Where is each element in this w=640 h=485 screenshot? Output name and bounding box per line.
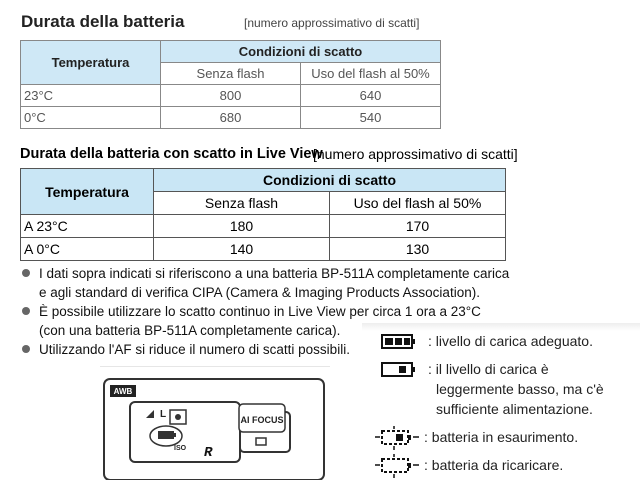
burst-label: R xyxy=(204,445,213,461)
table2-col-flash-50: Uso del flash al 50% xyxy=(330,192,506,215)
table2-cell: 140 xyxy=(154,238,330,261)
ai-focus-label: AI FOCUS xyxy=(240,415,284,425)
iso-label: ISO xyxy=(174,445,187,452)
table1-cell: 680 xyxy=(161,107,301,129)
battery-exhausting-icon xyxy=(374,425,420,451)
battery-empty-icon xyxy=(374,453,420,479)
note-text: I dati sopra indicati si riferiscono a una batteria BP-511A completamente carica xyxy=(39,266,510,281)
lcd-panel-drawing xyxy=(100,366,330,480)
table2-cell: 130 xyxy=(330,238,506,261)
table1-col-flash-50: Uso del flash al 50% xyxy=(301,63,441,85)
lcd-panel-illustration xyxy=(100,366,330,480)
table1-row-temp: 23°C xyxy=(21,85,161,107)
table1-header-conditions: Condizioni di scatto xyxy=(161,41,441,63)
legend-empty: : batteria da ricaricare. xyxy=(424,457,564,473)
table2-note: [numero approssimativo di scatti] xyxy=(313,146,518,162)
table2-cell: 180 xyxy=(154,215,330,238)
table-row xyxy=(21,238,506,261)
table-row xyxy=(21,85,441,107)
table1-row-temp: 0°C xyxy=(21,107,161,129)
table2-row-temp: A 0°C xyxy=(21,238,154,261)
legend-exhausting: : batteria in esaurimento. xyxy=(424,429,579,445)
battery-legend xyxy=(362,323,640,480)
quality-label: L xyxy=(160,409,167,420)
list-item-continuation xyxy=(21,283,561,302)
list-item xyxy=(21,264,561,283)
table1-col-no-flash: Senza flash xyxy=(161,63,301,85)
legend-low-line2: leggermente basso, ma c'è xyxy=(436,381,604,397)
bullet-dot-icon xyxy=(22,269,30,277)
table2-row-temp: A 23°C xyxy=(21,215,154,238)
battery-full-icon xyxy=(380,332,420,352)
awb-label: AWB xyxy=(113,387,133,396)
table2-header-conditions: Condizioni di scatto xyxy=(154,169,506,192)
legend-full: : livello di carica adeguato. xyxy=(428,333,593,349)
battery-icon xyxy=(158,431,174,439)
battery-low-icon xyxy=(380,360,420,380)
table2-col-no-flash: Senza flash xyxy=(154,192,330,215)
table-row xyxy=(21,215,506,238)
table-row xyxy=(21,107,441,129)
table1-cell: 800 xyxy=(161,85,301,107)
table1 xyxy=(20,40,441,129)
note-text: Utilizzando l'AF si riduce il numero di scatti possibili. xyxy=(39,342,350,357)
bullet-dot-icon xyxy=(22,345,30,353)
note-text: (con una batteria BP-511A completamente carica). xyxy=(39,323,341,338)
table2-title: Durata della batteria con scatto in Live View xyxy=(20,146,323,162)
legend-low-line3: sufficiente alimentazione. xyxy=(436,401,593,417)
table2 xyxy=(20,168,506,261)
list-item xyxy=(21,302,561,321)
table1-cell: 640 xyxy=(301,85,441,107)
table1-note: [numero approssimativo di scatti] xyxy=(244,16,420,30)
table1-header-temperature: Temperatura xyxy=(21,41,161,85)
table2-header-temperature: Temperatura xyxy=(21,169,154,215)
table2-cell: 170 xyxy=(330,215,506,238)
bullet-dot-icon xyxy=(22,307,30,315)
table1-title: Durata della batteria xyxy=(21,12,185,31)
table1-cell: 540 xyxy=(301,107,441,129)
note-text: È possibile utilizzare lo scatto continuo in Live View per circa 1 ora a 23°C xyxy=(39,304,481,319)
note-text: e agli standard di verifica CIPA (Camera & Imaging Products Association). xyxy=(39,285,480,300)
legend-low-line1: : il livello di carica è xyxy=(428,361,549,377)
